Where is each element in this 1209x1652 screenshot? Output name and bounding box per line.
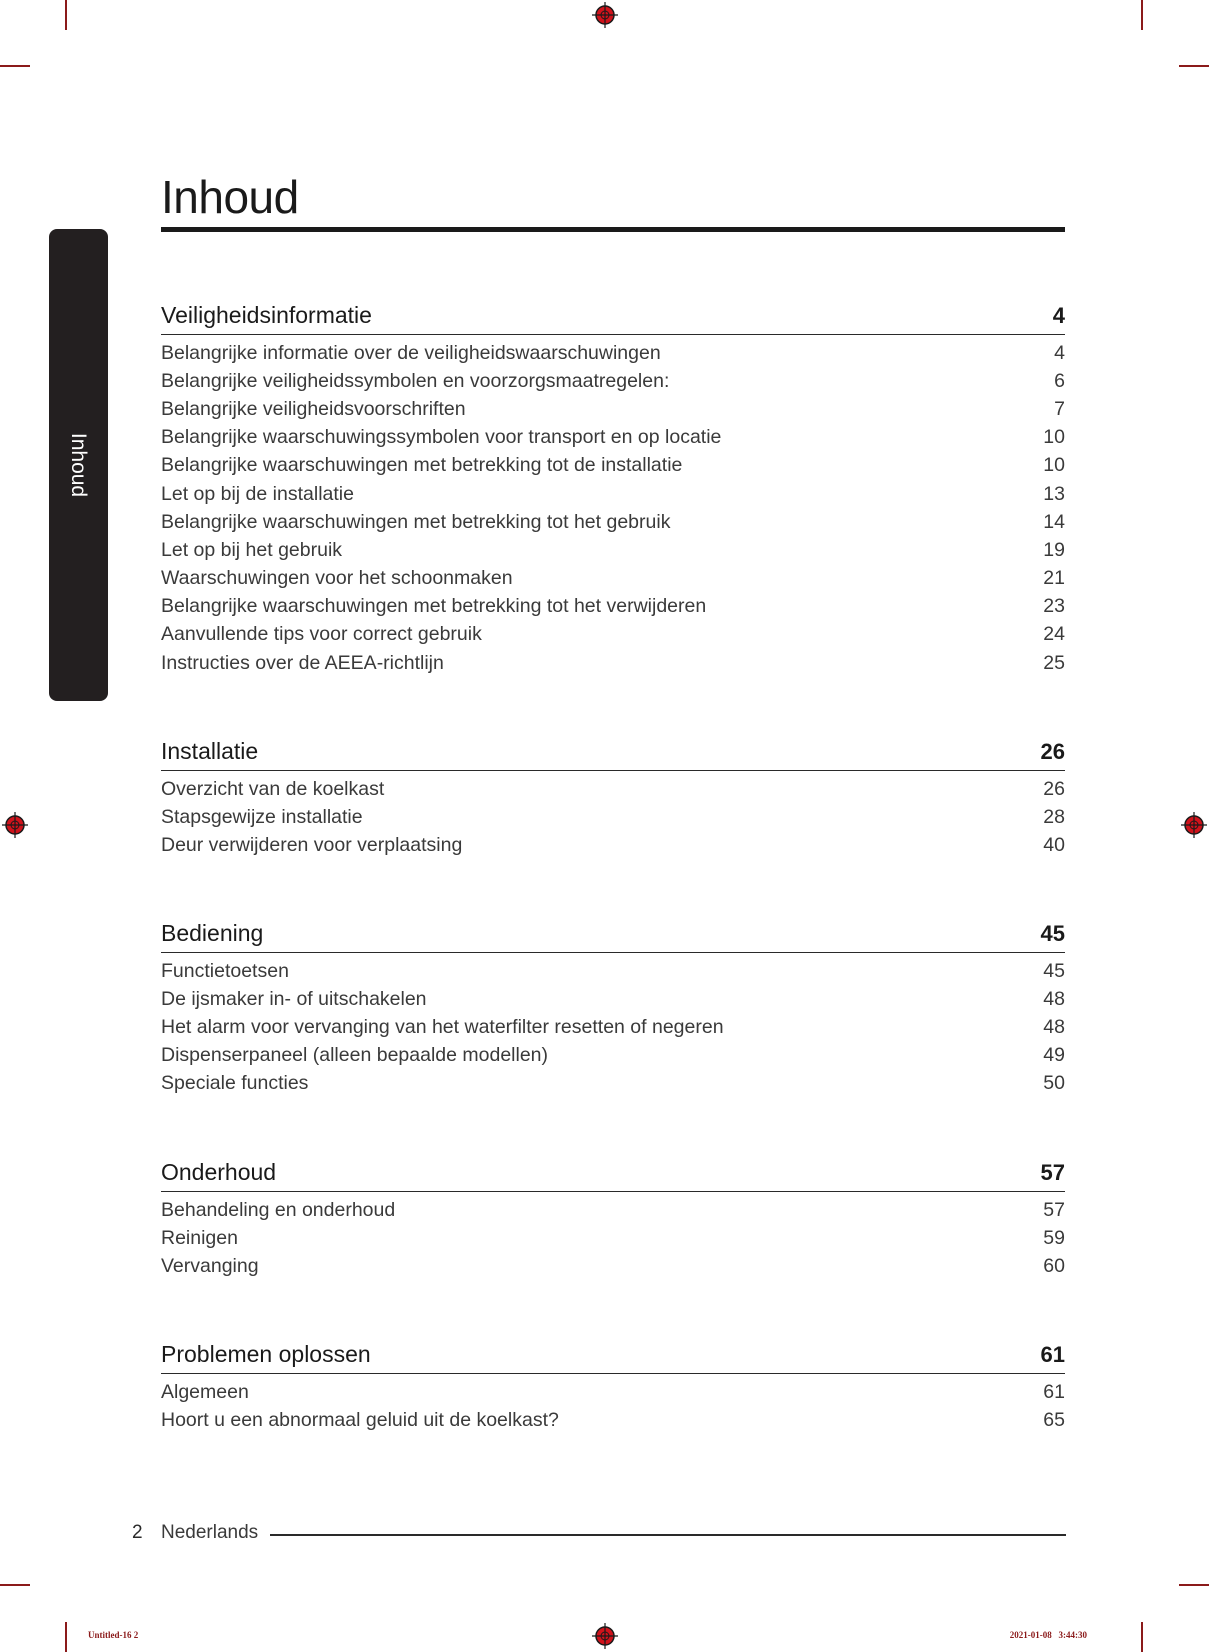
entry-page: 25 — [1043, 651, 1065, 674]
entry-label: Waarschuwingen voor het schoonmaken — [161, 567, 513, 590]
entry-label: Belangrijke waarschuwingssymbolen voor transport en op locatie — [161, 426, 722, 449]
toc-entry[interactable] — [161, 957, 1065, 985]
toc-entry[interactable] — [161, 536, 1065, 564]
crop-mark — [1141, 0, 1143, 30]
side-tab-label: Inhoud — [67, 432, 90, 498]
toc-section-installatie — [161, 734, 1065, 860]
toc-entry[interactable] — [161, 1378, 1065, 1406]
entry-page: 10 — [1043, 454, 1065, 477]
toc-entry[interactable] — [161, 1042, 1065, 1070]
toc-entry[interactable] — [161, 452, 1065, 480]
toc-entry[interactable] — [161, 775, 1065, 803]
entry-label: Belangrijke waarschuwingen met betrekking tot het verwijderen — [161, 595, 707, 618]
print-slug-right: 2021-01-08 3:44:30 — [1009, 1630, 1087, 1640]
entry-page: 10 — [1043, 426, 1065, 449]
entry-page: 14 — [1043, 510, 1065, 533]
section-title: Onderhoud — [161, 1159, 277, 1185]
entry-label: Let op bij de installatie — [161, 482, 354, 505]
toc-entry[interactable] — [161, 1224, 1065, 1252]
section-title: Bediening — [161, 920, 264, 946]
entry-label: Belangrijke waarschuwingen met betrekking tot de installatie — [161, 454, 683, 477]
toc-entry[interactable] — [161, 339, 1065, 367]
entry-label: Reinigen — [161, 1226, 238, 1249]
entry-page: 21 — [1043, 567, 1065, 590]
section-page: 26 — [1040, 739, 1065, 764]
section-heading[interactable] — [161, 916, 1065, 953]
entry-label: Aanvullende tips voor correct gebruik — [161, 623, 482, 646]
section-title: Veiligheidsinformatie — [161, 302, 372, 328]
entry-label: Deur verwijderen voor verplaatsing — [161, 833, 463, 856]
toc-entry[interactable] — [161, 621, 1065, 649]
toc-section-problemen-oplossen — [161, 1337, 1065, 1434]
entry-label: Instructies over de AEEA-richtlijn — [161, 651, 444, 674]
registration-mark-icon — [592, 2, 618, 28]
section-page: 4 — [1052, 303, 1065, 328]
entry-label: Belangrijke waarschuwingen met betrekking tot het gebruik — [161, 510, 671, 533]
entry-page: 7 — [1054, 397, 1065, 420]
toc-entry[interactable] — [161, 1252, 1065, 1280]
toc-entry[interactable] — [161, 593, 1065, 621]
toc-entry[interactable] — [161, 649, 1065, 677]
section-title: Problemen oplossen — [161, 1341, 371, 1367]
page-title: Inhoud — [161, 171, 299, 223]
entry-page: 61 — [1043, 1380, 1065, 1403]
toc-entry[interactable] — [161, 831, 1065, 859]
entry-page: 28 — [1043, 805, 1065, 828]
registration-mark-icon — [2, 812, 28, 838]
toc-entry[interactable] — [161, 803, 1065, 831]
entry-page: 48 — [1043, 1015, 1065, 1038]
entry-page: 49 — [1043, 1044, 1065, 1067]
section-page: 61 — [1040, 1342, 1065, 1367]
entry-label: Functietoetsen — [161, 959, 289, 982]
toc-entry[interactable] — [161, 480, 1065, 508]
registration-mark-icon — [592, 1623, 618, 1649]
toc-section-onderhoud — [161, 1155, 1065, 1281]
toc-section-bediening — [161, 916, 1065, 1098]
toc-entry[interactable] — [161, 395, 1065, 423]
entry-page: 65 — [1043, 1408, 1065, 1431]
crop-mark — [0, 65, 30, 67]
entry-label: Hoort u een abnormaal geluid uit de koelkast? — [161, 1408, 559, 1431]
entry-page: 6 — [1054, 369, 1065, 392]
entry-label: Let op bij het gebruik — [161, 538, 343, 561]
title-divider — [161, 227, 1065, 232]
toc-entry[interactable] — [161, 1406, 1065, 1434]
toc-entry[interactable] — [161, 508, 1065, 536]
toc-entry[interactable] — [161, 1070, 1065, 1098]
print-slug-left: Untitled-16 2 — [88, 1630, 139, 1640]
toc-section-veiligheidsinformatie — [161, 298, 1065, 677]
crop-mark — [0, 1584, 30, 1586]
entry-label: Belangrijke informatie over de veiligheidswaarschuwingen — [161, 341, 661, 364]
entry-label: Belangrijke veiligheidssymbolen en voorzorgsmaatregelen: — [161, 369, 670, 392]
toc-entry[interactable] — [161, 1196, 1065, 1224]
entry-label: Speciale functies — [161, 1072, 309, 1095]
entry-page: 57 — [1043, 1198, 1065, 1221]
entry-page: 13 — [1043, 482, 1065, 505]
entry-page: 26 — [1043, 777, 1065, 800]
section-heading[interactable] — [161, 1155, 1065, 1192]
entry-label: De ijsmaker in- of uitschakelen — [161, 987, 427, 1010]
section-heading[interactable] — [161, 734, 1065, 771]
crop-mark — [1179, 1584, 1209, 1586]
toc-entry[interactable] — [161, 985, 1065, 1013]
crop-mark — [65, 0, 67, 30]
registration-mark-icon — [1181, 812, 1207, 838]
entry-page: 45 — [1043, 959, 1065, 982]
entry-label: Behandeling en onderhoud — [161, 1198, 396, 1221]
entry-page: 24 — [1043, 623, 1065, 646]
entry-label: Dispenserpaneel (alleen bepaalde modellen) — [161, 1044, 549, 1067]
crop-mark — [1141, 1622, 1143, 1652]
section-page: 57 — [1040, 1160, 1065, 1185]
entry-page: 4 — [1054, 341, 1065, 364]
toc-entry[interactable] — [161, 1013, 1065, 1041]
entry-page: 59 — [1043, 1226, 1065, 1249]
crop-mark — [1179, 65, 1209, 67]
toc-entry[interactable] — [161, 424, 1065, 452]
entry-page: 60 — [1043, 1254, 1065, 1277]
entry-label: Algemeen — [161, 1380, 249, 1403]
toc-entry[interactable] — [161, 367, 1065, 395]
entry-page: 19 — [1043, 538, 1065, 561]
footer-divider — [270, 1534, 1066, 1536]
crop-mark — [65, 1622, 67, 1652]
entry-page: 48 — [1043, 987, 1065, 1010]
section-heading[interactable] — [161, 1337, 1065, 1374]
entry-label: Belangrijke veiligheidsvoorschriften — [161, 397, 466, 420]
footer-page-number: 2 — [132, 1522, 143, 1543]
entry-label: Het alarm voor vervanging van het waterfilter resetten of negeren — [161, 1015, 724, 1038]
footer-language: Nederlands — [161, 1522, 259, 1543]
entry-page: 40 — [1043, 833, 1065, 856]
entry-label: Vervanging — [161, 1254, 259, 1277]
entry-page: 23 — [1043, 595, 1065, 618]
entry-label: Overzicht van de koelkast — [161, 777, 385, 800]
section-title: Installatie — [161, 738, 259, 764]
toc-entry[interactable] — [161, 565, 1065, 593]
entry-page: 50 — [1043, 1072, 1065, 1095]
section-heading[interactable] — [161, 298, 1065, 335]
entry-label: Stapsgewijze installatie — [161, 805, 363, 828]
section-page: 45 — [1040, 921, 1065, 946]
